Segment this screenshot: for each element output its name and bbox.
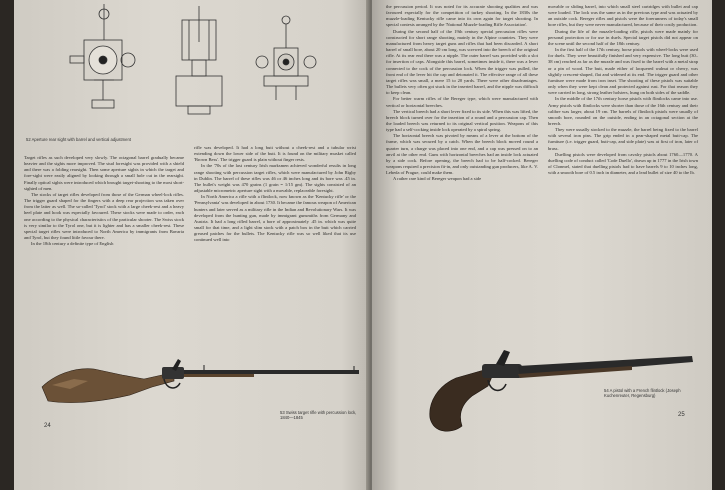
right-page-column-1 (386, 4, 538, 183)
paragraph: Target rifles as such developed very slowly. The octagonal barrel gradually became heavier and the sights more improved. The stud foresight was provided with a shield and there was a folding rearsight. Then some aperture sights in which the target and fore-sight were easily aligned by looking through a small hole cut in the rearsight. Finally optical sights were introduced which brought target-shooting to the most short-sighted of men. (24, 155, 184, 191)
swiss-target-rifle-illustration (34, 335, 364, 415)
paragraph: In the 18th century a definite type of English (31, 241, 114, 247)
paragraph: The stocks of target rifles developed from those of the German wheel-lock rifles. The trigger guard shaped for the fingers with a deep rear projection was taken over from the latter as well. The so-called 'Tyrol' stock with a large cheek-rest and a heavy heel plate and hook was especially favoured. These stocks were made to order, each one according to the physical characteristics of the particular shooter. The Swiss stock is very similar to the Tyrol one, but it is lighter and has a smaller cheek-rest. These special target rifles were introduced to North America by immigrants from Bavaria and Tyrol, but they found little favour there. (24, 191, 184, 241)
paragraph: Duelling pistols were developed from cavalry pistols about 1760—1770. A duelling code of conduct called 'Code Duello', drawn up in 1777 in the Irish town of Clonmel, stated that duelling pistols had to have barrels 9 to 10 inches long, with a smooth bore of 0.5 inch in diameter, and a lead bullet of size 40 to the lb. (548, 151, 698, 176)
paragraph: movable or sliding barrel, into which small steel cartridges with bullet and cap were loaded. The lock was the same as in the previous type and was actuated by an outside cock. Bereger rifles and pistols were the forerunners of today's small bore rifles, but they were never manufactured, because of their costly production. (548, 4, 698, 28)
page-number: 25 (678, 412, 685, 418)
paragraph: rifle was developed. It had a long butt without a cheek-rest and a tubular wrist extending down the lower side of the butt. It is found on the military musket called 'Brown Bess'. The trigger guard is plain without finger rests. (194, 145, 356, 163)
paragraph: A rather rare kind of Bereger weapon had a side (393, 176, 482, 182)
paragraph: The vertical breech had a short lever fixed to its side. When this was lifted, the breech block turned over for the insertion of a round and a percussion cap. Then the loaded breech was returned to its original vertical position. Weapons of this type had a self-cocking inside lock operated by a spiral spring. (386, 108, 538, 133)
paragraph: During the second half of the 19th century special percussion rifles were constructed for short range shooting, mainly in the Alpine countries. They were manufactured from heavy target guns and rifles that had been discarded. A short barrel of small bore, about 20 cm long, was screwed into the breech of the original rifle. At its rear end there was a nipple. The outer barrel was provided with a slot for insertion of caps. Alongside this barrel, sometimes inside it, there was a lever connected to the cock of the percussion lock. When the trigger was pulled, the front end of the lever hit the cap and detonated it. The effective range of all these target rifles was small, a mere 15 to 20 yards. There were other disadvantages. The bullets very often got stuck in the inserted barrel, and the nipple was difficult to keep clean. (386, 28, 538, 96)
aperture-sight-illustration (64, 0, 324, 145)
paragraph: In the middle of the 17th century horse pistols with flintlocks came into use. Army pistols with flintlocks were shorter than those of the 16th century and their calibre was larger, about 19 cm. The barrels of flintlock pistols were usually of smooth bore, rounded on the outside, ending in an octagonal section at the breech. (548, 96, 698, 126)
paragraph: They were usually stocked to the muzzle, the barrel being fixed to the barrel with several iron pins. The grip ended in a pear-shaped metal butt-cap. The furniture (i.e. trigger guard, butt-cap, and side plate) was at first of iron, later of brass. (548, 127, 698, 151)
paragraph: For better warm rifles of the Bereger type, which were manufactured with vertical or horizontal breeches. (386, 96, 538, 108)
left-page-column-2 (194, 145, 356, 244)
right-book-page (372, 0, 712, 490)
paragraph: In the '70s of the last century Irish marksmen achieved wonderful results in long range shooting with percussion target rifles, which were manufactured by John Rigby in Dublin. The barrel of these rifles was 46 or 46 inches long and its bore was .45 in. The bullet's weight was 470 grains (1 grain = 1/15 gm). The sights consisted of an adjustable micrometric aperture sight with a movable, replaceable foresight. (194, 163, 356, 194)
paragraph: The horizontal breech was pivoted by means of a lever at the bottom of the frame, which was secured by a catch. When the breech block moved round a quarter turn, a charge was placed into one end, and a cap was pressed on to an anvil at the other end. Guns with horizontal breeches had an inside lock actuated by a side cock. Before opening, the breech had to be half-cocked. Bereger weapons required a precision fit-in, and only outstanding gun producers, like A. V. Lebeda of Prague, could make them. (386, 133, 538, 176)
sight-figure-caption: 52 Aperture rear sight with barrel and vertical adjustment (26, 137, 131, 142)
paragraph: In North America a rifle with a flintlock, now known as the 'Kentucky rifle' or the 'Pennsylvania' was developed in about 1730. It became the famous weapon of American hunters and later served as a military rifle in the Indian and Revolutionary Wars. It was developed from the hunting gun, made by immigrant gunsmiths from Germany and Austria. It had a long rifled barrel, a bore of approximately .45 in. which was quite small for that time, and a light slim stock with a patch box in the butt which carried greased patches for the bullets. The Kentucky rifle was so well liked that its use continued well into (194, 194, 357, 243)
left-book-page (14, 0, 370, 490)
paragraph: In the first half of the 17th century, horse pistols with wheel-locks were used for duels. They were beautifully finished and very expensive. The long butt (30–38 cm) reached as far as the muzzle and was fixed to the barrel with a metal strap or a pin of wood. The butt, made either of lacquered walnut or cherry, was slightly crescent-shaped, flat and widened at its end. The trigger guard and other furniture were made from iron inset. The shooting of these pistols was suitable only when they were kept clean and protected against rust. For that reason they were carried in long, strong leather holsters, hung on both sides of the saddle. (548, 47, 698, 96)
left-page-column-1 (24, 155, 184, 247)
paragraph: the percussion period. It was noted for its accurate shooting qualities and was favoured especially for the competition of turkey shooting. In the 1830s the muzzle-loading Kentucky rifle came into its own again for target shooting. In special contests arranged by the 'National Muzzle-loading Rifle Association'. (386, 4, 538, 28)
rifle-figure-caption: 53 Swiss target rifle with percussion lock, 1840—1845 (280, 410, 357, 421)
page-number: 24 (44, 423, 51, 429)
paragraph: During the life of the muzzle-loading rifle, pistols were made mainly for personal protection or for use in duels. Special target pistols did not appear on the scene until the second half of the 18th century. (548, 28, 698, 46)
pistol-figure-caption: 54 A pistol with a French flintlock (Joseph Kuchenreuter, Regensburg) (604, 388, 681, 399)
right-page-column-2 (548, 4, 698, 176)
